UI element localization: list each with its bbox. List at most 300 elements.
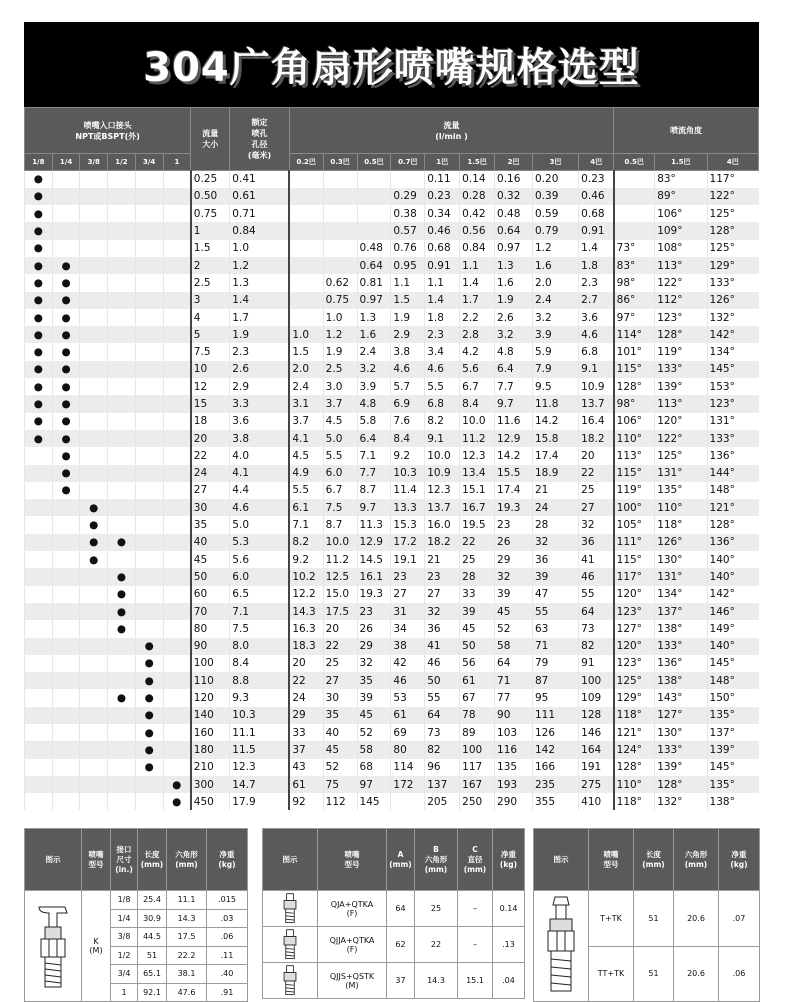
- flow-cell: 114: [391, 759, 425, 776]
- flow-cell: 20: [323, 620, 357, 637]
- inlet-dot-cell: [163, 430, 191, 447]
- flow-size-cell: 80: [191, 620, 230, 637]
- orifice-cell: 5.0: [230, 516, 290, 533]
- angle-cell: 125°: [614, 672, 655, 689]
- flow-cell: 16.7: [460, 499, 495, 516]
- angle-cell: 119°: [614, 482, 655, 499]
- spec-cell: .015: [207, 891, 248, 910]
- flow-cell: 26: [495, 534, 533, 551]
- flow-cell: 1.6: [495, 274, 533, 291]
- flow-cell: 6.9: [391, 395, 425, 412]
- flow-cell: 1.2: [323, 326, 357, 343]
- spec-cell: TT+TK: [589, 946, 634, 1002]
- page-title: 304广角扇形喷嘴规格选型: [143, 45, 640, 91]
- inlet-dot-cell: [163, 603, 191, 620]
- inlet-dot-cell: [52, 240, 80, 257]
- flow-cell: 71: [495, 672, 533, 689]
- angle-cell: 129°: [614, 689, 655, 706]
- orifice-cell: 8.8: [230, 672, 290, 689]
- flow-cell: 6.8: [425, 395, 460, 412]
- flow-cell: 6.7: [460, 378, 495, 395]
- angle-cell: 110°: [614, 776, 655, 793]
- angle-cell: 128°: [614, 759, 655, 776]
- flow-cell: 24: [289, 689, 323, 706]
- flow-cell: 6.7: [323, 482, 357, 499]
- flow-size-cell: 24: [191, 465, 230, 482]
- inlet-dot-cell: [135, 465, 163, 482]
- inlet-dot-cell: ●: [135, 689, 163, 706]
- flow-cell: 22: [323, 638, 357, 655]
- flow-cell: 32: [357, 655, 391, 672]
- angle-cell: 117°: [614, 568, 655, 585]
- flow-cell: 30: [323, 689, 357, 706]
- flow-size-cell: 180: [191, 741, 230, 758]
- inlet-dot-cell: [135, 343, 163, 360]
- table-row: [25, 205, 759, 222]
- flow-cell: 41: [579, 551, 614, 568]
- inlet-dot-cell: [163, 568, 191, 585]
- inlet-dot-cell: [108, 309, 136, 326]
- inlet-dot-cell: [25, 516, 53, 533]
- spec-cell: 65.1: [138, 965, 167, 984]
- orifice-cell: 0.84: [230, 222, 290, 239]
- flow-cell: 10.9: [579, 378, 614, 395]
- flow-cell: 0.59: [533, 205, 579, 222]
- flow-cell: [357, 171, 391, 188]
- angle-cell: 113°: [614, 447, 655, 464]
- inlet-dot-cell: [135, 171, 163, 188]
- flow-cell: 0.46: [425, 222, 460, 239]
- angle-cell: 108°: [655, 240, 707, 257]
- flow-cell: 13.4: [460, 465, 495, 482]
- flow-cell: 34: [391, 620, 425, 637]
- orifice-cell: 1.9: [230, 326, 290, 343]
- angle-cell: 140°: [707, 638, 758, 655]
- flow-cell: 2.0: [533, 274, 579, 291]
- table-row: [25, 516, 759, 533]
- angle-cell: 126°: [655, 534, 707, 551]
- inlet-dot-cell: [135, 292, 163, 309]
- orifice-cell: 1.7: [230, 309, 290, 326]
- flow-cell: 9.5: [533, 378, 579, 395]
- flow-cell: 117: [460, 759, 495, 776]
- flow-size-cell: 27: [191, 482, 230, 499]
- pressure-header: 0.3巴: [323, 154, 357, 171]
- flow-cell: 1.4: [425, 292, 460, 309]
- flow-cell: 58: [357, 741, 391, 758]
- inlet-dot-cell: ●: [52, 326, 80, 343]
- flow-cell: [289, 309, 323, 326]
- flow-cell: 35: [323, 707, 357, 724]
- pressure-header: 2巴: [495, 154, 533, 171]
- flow-cell: 71: [533, 638, 579, 655]
- spec-cell: QJA+QTKA (F): [318, 891, 387, 927]
- flow-cell: 45: [460, 620, 495, 637]
- flow-cell: 3.2: [357, 361, 391, 378]
- flow-cell: 1.5: [391, 292, 425, 309]
- flow-cell: 1.1: [425, 274, 460, 291]
- angle-cell: 142°: [707, 586, 758, 603]
- angle-cell: [614, 188, 655, 205]
- spec-cell: 92.1: [138, 983, 167, 1002]
- angle-cell: 106°: [614, 413, 655, 430]
- inlet-dot-cell: ●: [52, 413, 80, 430]
- angle-cell: [614, 205, 655, 222]
- flow-cell: 4.8: [357, 395, 391, 412]
- inlet-size-header: 1/8: [25, 154, 53, 171]
- angle-cell: 130°: [655, 724, 707, 741]
- orifice-cell: 14.7: [230, 776, 290, 793]
- inlet-dot-cell: ●: [25, 188, 53, 205]
- flow-cell: 9.1: [425, 430, 460, 447]
- flow-cell: 36: [425, 620, 460, 637]
- flow-cell: 1.9: [495, 292, 533, 309]
- flow-cell: 18.3: [289, 638, 323, 655]
- flow-cell: 0.57: [391, 222, 425, 239]
- spec-cell: 38.1: [167, 965, 207, 984]
- orifice-cell: 7.5: [230, 620, 290, 637]
- angle-cell: 150°: [707, 689, 758, 706]
- angle-cell: 126°: [707, 292, 758, 309]
- spec-cell: .03: [207, 909, 248, 928]
- pressure-header: 1.5巴: [460, 154, 495, 171]
- flow-cell: 4.6: [391, 361, 425, 378]
- inlet-dot-cell: ●: [135, 655, 163, 672]
- flow-cell: 90: [495, 707, 533, 724]
- table-row: [25, 689, 759, 706]
- flow-cell: 9.1: [579, 361, 614, 378]
- flow-cell: 1.4: [579, 240, 614, 257]
- flow-cell: 50: [460, 638, 495, 655]
- inlet-dot-cell: [108, 551, 136, 568]
- flow-cell: 2.4: [357, 343, 391, 360]
- flow-cell: 0.75: [323, 292, 357, 309]
- angle-cell: 138°: [655, 672, 707, 689]
- flow-cell: 3.2: [533, 309, 579, 326]
- angle-cell: 138°: [707, 793, 758, 810]
- inlet-dot-cell: [163, 482, 191, 499]
- flow-cell: 39: [533, 568, 579, 585]
- flow-cell: 32: [579, 516, 614, 533]
- flow-cell: 2.3: [579, 274, 614, 291]
- angle-cell: 139°: [655, 378, 707, 395]
- flow-cell: 79: [533, 655, 579, 672]
- flow-cell: 12.3: [460, 447, 495, 464]
- inlet-dot-cell: ●: [80, 551, 108, 568]
- flow-cell: 39: [460, 603, 495, 620]
- flow-cell: 36: [579, 534, 614, 551]
- angle-cell: 122°: [655, 430, 707, 447]
- flow-cell: 31: [391, 603, 425, 620]
- flow-cell: 19.1: [391, 551, 425, 568]
- flow-cell: 0.14: [460, 171, 495, 188]
- flow-cell: 14.2: [495, 447, 533, 464]
- inlet-dot-cell: ●: [25, 309, 53, 326]
- flow-cell: 109: [579, 689, 614, 706]
- flow-size-cell: 70: [191, 603, 230, 620]
- orifice-cell: 1.3: [230, 274, 290, 291]
- flow-cell: 67: [460, 689, 495, 706]
- angle-cell: 132°: [707, 309, 758, 326]
- sub-header: 接口 尺寸 (in.): [111, 829, 138, 891]
- flow-cell: 35: [357, 672, 391, 689]
- flow-cell: 7.1: [289, 516, 323, 533]
- angle-cell: 105°: [614, 516, 655, 533]
- flow-size-cell: 15: [191, 395, 230, 412]
- inlet-dot-cell: [80, 274, 108, 291]
- angle-cell: 128°: [655, 776, 707, 793]
- angle-cell: 121°: [614, 724, 655, 741]
- flow-cell: 2.7: [579, 292, 614, 309]
- flow-size-cell: 50: [191, 568, 230, 585]
- flow-cell: 96: [425, 759, 460, 776]
- flow-cell: 0.81: [357, 274, 391, 291]
- table-row: [25, 361, 759, 378]
- flow-cell: 7.7: [357, 465, 391, 482]
- flow-cell: 73: [425, 724, 460, 741]
- flow-cell: 1.8: [425, 309, 460, 326]
- inlet-dot-cell: [135, 776, 163, 793]
- table-row: [25, 257, 759, 274]
- inlet-dot-cell: [80, 326, 108, 343]
- pressure-header: 0.2巴: [289, 154, 323, 171]
- inlet-dot-cell: [80, 655, 108, 672]
- flow-cell: 2.4: [289, 378, 323, 395]
- inlet-dot-cell: [108, 274, 136, 291]
- inlet-dot-cell: ●: [52, 482, 80, 499]
- inlet-dot-cell: ●: [135, 759, 163, 776]
- inlet-dot-cell: [108, 292, 136, 309]
- inlet-dot-cell: ●: [52, 274, 80, 291]
- orifice-cell: 12.3: [230, 759, 290, 776]
- flow-cell: 0.39: [533, 188, 579, 205]
- flow-size-cell: 210: [191, 759, 230, 776]
- inlet-dot-cell: ●: [108, 603, 136, 620]
- flow-cell: 145: [357, 793, 391, 810]
- inlet-dot-cell: ●: [52, 395, 80, 412]
- flow-cell: 89: [460, 724, 495, 741]
- angle-cell: [614, 171, 655, 188]
- flow-cell: 3.7: [289, 413, 323, 430]
- flow-cell: 1.9: [391, 309, 425, 326]
- spec-cell: 30.9: [138, 909, 167, 928]
- angle-cell: 139°: [655, 759, 707, 776]
- inlet-dot-cell: ●: [52, 257, 80, 274]
- flow-cell: 68: [357, 759, 391, 776]
- flow-cell: 11.8: [533, 395, 579, 412]
- flow-size-cell: 2: [191, 257, 230, 274]
- inlet-dot-cell: ●: [25, 395, 53, 412]
- inlet-dot-cell: ●: [163, 793, 191, 810]
- flow-cell: 0.97: [495, 240, 533, 257]
- orifice-header: 额定 喷孔 孔径 (毫米): [230, 108, 290, 171]
- flow-cell: 193: [495, 776, 533, 793]
- flow-cell: 64: [579, 603, 614, 620]
- inlet-dot-cell: [25, 534, 53, 551]
- flow-cell: 33: [289, 724, 323, 741]
- flow-cell: 4.2: [460, 343, 495, 360]
- flow-cell: 43: [289, 759, 323, 776]
- flow-cell: 3.9: [357, 378, 391, 395]
- inlet-dot-cell: [80, 395, 108, 412]
- flow-cell: 10.0: [460, 413, 495, 430]
- flow-cell: 16.3: [289, 620, 323, 637]
- inlet-dot-cell: [80, 672, 108, 689]
- orifice-cell: 4.1: [230, 465, 290, 482]
- flow-size-cell: 2.5: [191, 274, 230, 291]
- flow-cell: 33: [460, 586, 495, 603]
- inlet-dot-cell: [163, 534, 191, 551]
- spec-cell: 0.14: [493, 891, 525, 927]
- spec-cell: 64: [387, 891, 415, 927]
- flow-cell: 27: [391, 586, 425, 603]
- inlet-dot-cell: ●: [25, 257, 53, 274]
- diagram-cell: [263, 891, 318, 927]
- inlet-dot-cell: [163, 465, 191, 482]
- spec-cell: 3/4: [111, 965, 138, 984]
- flow-cell: 9.2: [289, 551, 323, 568]
- inlet-dot-cell: ●: [135, 638, 163, 655]
- inlet-dot-cell: [108, 447, 136, 464]
- table-row: [25, 292, 759, 309]
- angle-cell: 140°: [707, 551, 758, 568]
- inlet-dot-cell: [80, 430, 108, 447]
- angle-cell: 106°: [655, 205, 707, 222]
- angle-cell: 83°: [655, 171, 707, 188]
- flow-cell: 32: [533, 534, 579, 551]
- flow-cell: 25: [323, 655, 357, 672]
- inlet-dot-cell: [135, 516, 163, 533]
- inlet-size-header: 1: [163, 154, 191, 171]
- angle-cell: 134°: [655, 586, 707, 603]
- inlet-dot-cell: [108, 655, 136, 672]
- table-row: [25, 188, 759, 205]
- orifice-cell: 1.2: [230, 257, 290, 274]
- flow-cell: 41: [425, 638, 460, 655]
- flow-cell: 29: [495, 551, 533, 568]
- inlet-dot-cell: ●: [52, 447, 80, 464]
- inlet-dot-cell: [163, 361, 191, 378]
- angle-cell: 133°: [707, 430, 758, 447]
- orifice-cell: 6.5: [230, 586, 290, 603]
- spec-cell: 3/8: [111, 928, 138, 947]
- flow-cell: 135: [495, 759, 533, 776]
- table-row: [25, 891, 248, 910]
- flow-cell: 14.3: [289, 603, 323, 620]
- flow-cell: 6.0: [323, 465, 357, 482]
- orifice-cell: 8.0: [230, 638, 290, 655]
- flow-cell: 12.9: [495, 430, 533, 447]
- flow-cell: 5.8: [357, 413, 391, 430]
- sub-header: 图示: [534, 829, 589, 891]
- angle-cell: 135°: [707, 776, 758, 793]
- orifice-cell: 1.4: [230, 292, 290, 309]
- inlet-dot-cell: ●: [52, 378, 80, 395]
- inlet-dot-cell: ●: [80, 534, 108, 551]
- flow-cell: 5.9: [533, 343, 579, 360]
- inlet-dot-cell: [135, 205, 163, 222]
- inlet-dot-cell: [108, 395, 136, 412]
- inlet-dot-cell: [108, 326, 136, 343]
- flow-cell: 0.42: [460, 205, 495, 222]
- spec-cell: 20.6: [674, 891, 719, 947]
- pressure-header: 0.7巴: [391, 154, 425, 171]
- inlet-dot-cell: ●: [108, 586, 136, 603]
- flow-cell: 39: [357, 689, 391, 706]
- flow-cell: 64: [495, 655, 533, 672]
- flow-cell: 100: [460, 741, 495, 758]
- spec-cell: .06: [719, 946, 760, 1002]
- sub-header: 六角形 (mm): [674, 829, 719, 891]
- flow-cell: 23: [495, 516, 533, 533]
- flow-cell: 1.3: [495, 257, 533, 274]
- flow-cell: 39: [495, 586, 533, 603]
- flow-cell: 275: [579, 776, 614, 793]
- table-row: [25, 378, 759, 395]
- angle-cell: 120°: [614, 638, 655, 655]
- flow-size-cell: 160: [191, 724, 230, 741]
- inlet-dot-cell: [52, 741, 80, 758]
- flow-size-cell: 0.25: [191, 171, 230, 188]
- inlet-dot-cell: [163, 395, 191, 412]
- inlet-dot-cell: [163, 326, 191, 343]
- spec-cell: 1/8: [111, 891, 138, 910]
- flow-cell: 12.9: [357, 534, 391, 551]
- angle-cell: 136°: [655, 655, 707, 672]
- flow-cell: 16.1: [357, 568, 391, 585]
- inlet-dot-cell: [25, 672, 53, 689]
- flow-cell: 1.1: [460, 257, 495, 274]
- flow-size-cell: 0.75: [191, 205, 230, 222]
- inlet-dot-cell: [108, 171, 136, 188]
- table-row: [25, 672, 759, 689]
- angle-cell: 113°: [655, 257, 707, 274]
- inlet-dot-cell: [52, 222, 80, 239]
- flow-cell: 19.5: [460, 516, 495, 533]
- flow-size-cell: 3: [191, 292, 230, 309]
- inlet-dot-cell: [80, 361, 108, 378]
- inlet-dot-cell: [25, 465, 53, 482]
- sub-header: 六角形 (mm): [167, 829, 207, 891]
- flow-cell: 61: [460, 672, 495, 689]
- angle-cell: 125°: [655, 447, 707, 464]
- flow-cell: 4.6: [425, 361, 460, 378]
- orifice-cell: 3.3: [230, 395, 290, 412]
- angle-cell: 129°: [707, 257, 758, 274]
- flow-cell: 0.11: [425, 171, 460, 188]
- flow-cell: 17.4: [533, 447, 579, 464]
- inlet-dot-cell: [135, 482, 163, 499]
- flow-cell: 5.7: [391, 378, 425, 395]
- inlet-dot-cell: [25, 620, 53, 637]
- angle-cell: 122°: [655, 274, 707, 291]
- table-row: [25, 776, 759, 793]
- table-row: [25, 395, 759, 412]
- flow-cell: 0.48: [495, 205, 533, 222]
- flow-cell: 0.62: [323, 274, 357, 291]
- flow-cell: 8.7: [357, 482, 391, 499]
- flow-size-cell: 300: [191, 776, 230, 793]
- qj-nozzle-drawing: [275, 964, 305, 998]
- flow-cell: 20: [289, 655, 323, 672]
- orifice-cell: 11.1: [230, 724, 290, 741]
- flow-cell: 45: [323, 741, 357, 758]
- inlet-dot-cell: [80, 465, 108, 482]
- table-row: [25, 499, 759, 516]
- inlet-dot-cell: [135, 240, 163, 257]
- flow-cell: [289, 292, 323, 309]
- flow-cell: 52: [323, 759, 357, 776]
